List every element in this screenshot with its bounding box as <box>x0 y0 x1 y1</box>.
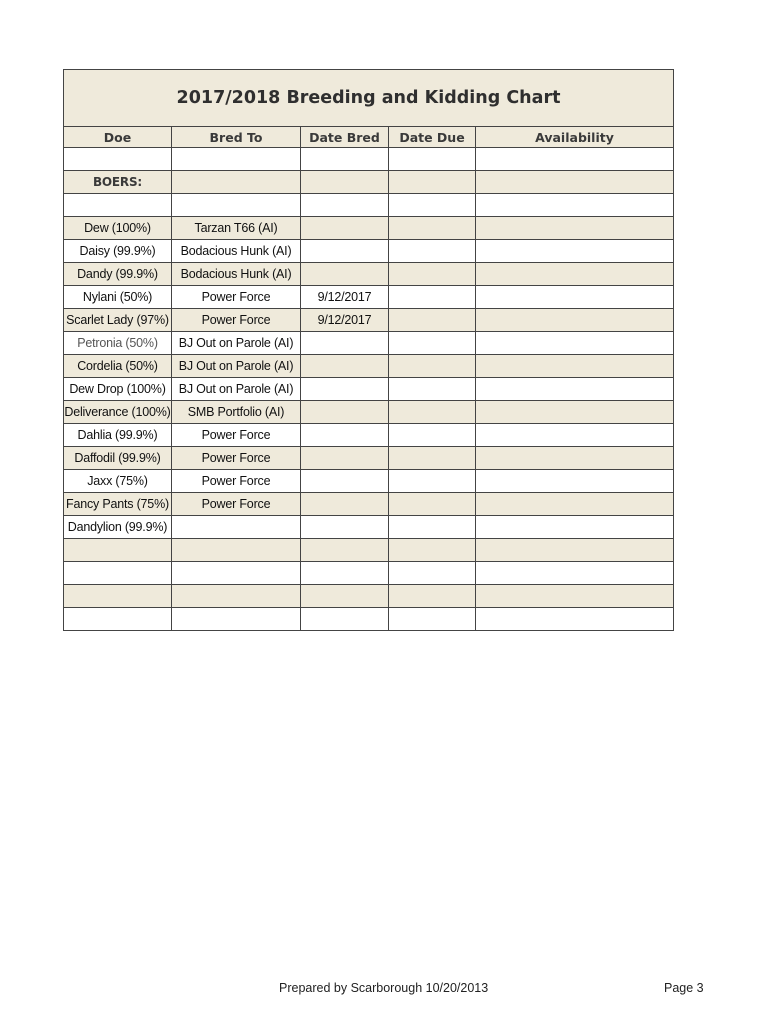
cell-bred-to <box>172 148 301 171</box>
breeding-table <box>63 69 674 631</box>
cell-doe <box>64 539 172 562</box>
cell-date-due <box>389 194 476 217</box>
table-row <box>64 470 674 493</box>
cell-date-due <box>389 539 476 562</box>
cell-date-bred <box>301 424 389 447</box>
cell-doe: Cordelia (50%) <box>64 355 172 378</box>
cell-bred-to: Power Force <box>172 493 301 516</box>
cell-availability <box>476 286 674 309</box>
cell-date-bred <box>301 608 389 631</box>
cell-date-bred <box>301 263 389 286</box>
cell-date-due <box>389 378 476 401</box>
cell-date-due <box>389 493 476 516</box>
cell-doe: Fancy Pants (75%) <box>64 493 172 516</box>
cell-bred-to: Power Force <box>172 286 301 309</box>
cell-doe: Dandy (99.9%) <box>64 263 172 286</box>
table-row <box>64 240 674 263</box>
cell-availability <box>476 608 674 631</box>
cell-availability <box>476 194 674 217</box>
cell-doe: Deliverance (100%) <box>64 401 172 424</box>
cell-date-due <box>389 148 476 171</box>
table-row <box>64 516 674 539</box>
column-header-date-due: Date Due <box>389 127 476 148</box>
cell-availability <box>476 447 674 470</box>
table-row <box>64 378 674 401</box>
cell-date-due <box>389 401 476 424</box>
cell-availability <box>476 424 674 447</box>
cell-bred-to <box>172 608 301 631</box>
cell-availability <box>476 378 674 401</box>
cell-bred-to: Power Force <box>172 447 301 470</box>
cell-doe: Dew Drop (100%) <box>64 378 172 401</box>
cell-doe: BOERS: <box>64 171 172 194</box>
cell-date-bred <box>301 355 389 378</box>
cell-date-bred: 9/12/2017 <box>301 309 389 332</box>
cell-date-bred <box>301 217 389 240</box>
column-header-availability: Availability <box>476 127 674 148</box>
cell-doe <box>64 562 172 585</box>
cell-date-due <box>389 562 476 585</box>
cell-bred-to <box>172 194 301 217</box>
table-row <box>64 447 674 470</box>
cell-bred-to: BJ Out on Parole (AI) <box>172 378 301 401</box>
cell-date-bred <box>301 493 389 516</box>
cell-availability <box>476 309 674 332</box>
cell-date-due <box>389 585 476 608</box>
footer-prepared-by: Prepared by Scarborough 10/20/2013 <box>279 981 489 995</box>
cell-doe: Dew (100%) <box>64 217 172 240</box>
table-row <box>64 424 674 447</box>
cell-doe: Daisy (99.9%) <box>64 240 172 263</box>
cell-doe: Daffodil (99.9%) <box>64 447 172 470</box>
table-row <box>64 585 674 608</box>
cell-bred-to: BJ Out on Parole (AI) <box>172 355 301 378</box>
cell-doe: Dandylion (99.9%) <box>64 516 172 539</box>
cell-bred-to: Bodacious Hunk (AI) <box>172 263 301 286</box>
column-header-doe: Doe <box>64 127 172 148</box>
table-row <box>64 171 674 194</box>
table-row <box>64 309 674 332</box>
table-row <box>64 148 674 171</box>
cell-date-due <box>389 447 476 470</box>
cell-availability <box>476 171 674 194</box>
cell-bred-to: BJ Out on Parole (AI) <box>172 332 301 355</box>
cell-date-due <box>389 516 476 539</box>
cell-date-bred <box>301 470 389 493</box>
cell-availability <box>476 516 674 539</box>
cell-date-due <box>389 263 476 286</box>
cell-doe: Dahlia (99.9%) <box>64 424 172 447</box>
cell-availability <box>476 355 674 378</box>
table-row <box>64 332 674 355</box>
table-row <box>64 263 674 286</box>
cell-doe: Petronia (50%) <box>64 332 172 355</box>
cell-bred-to: Power Force <box>172 309 301 332</box>
cell-date-due <box>389 171 476 194</box>
cell-date-due <box>389 424 476 447</box>
cell-bred-to: Tarzan T66 (AI) <box>172 217 301 240</box>
table-row <box>64 493 674 516</box>
cell-availability <box>476 332 674 355</box>
cell-availability <box>476 148 674 171</box>
cell-date-bred <box>301 401 389 424</box>
cell-doe <box>64 608 172 631</box>
cell-bred-to: Power Force <box>172 470 301 493</box>
cell-date-due <box>389 309 476 332</box>
cell-availability <box>476 263 674 286</box>
cell-bred-to: Bodacious Hunk (AI) <box>172 240 301 263</box>
cell-availability <box>476 539 674 562</box>
cell-date-bred <box>301 194 389 217</box>
table-row <box>64 217 674 240</box>
cell-date-due <box>389 286 476 309</box>
table-row <box>64 608 674 631</box>
cell-date-bred <box>301 585 389 608</box>
cell-bred-to: Power Force <box>172 424 301 447</box>
cell-availability <box>476 401 674 424</box>
cell-date-bred <box>301 378 389 401</box>
cell-availability <box>476 493 674 516</box>
cell-date-due <box>389 608 476 631</box>
cell-doe: Jaxx (75%) <box>64 470 172 493</box>
cell-date-bred <box>301 447 389 470</box>
column-header-bred-to: Bred To <box>172 127 301 148</box>
cell-bred-to <box>172 562 301 585</box>
table-row <box>64 539 674 562</box>
cell-date-bred <box>301 240 389 263</box>
cell-date-bred <box>301 539 389 562</box>
cell-bred-to <box>172 516 301 539</box>
footer-page-number: Page 3 <box>664 981 704 995</box>
cell-doe: Scarlet Lady (97%) <box>64 309 172 332</box>
cell-date-due <box>389 332 476 355</box>
cell-bred-to <box>172 539 301 562</box>
cell-date-bred <box>301 148 389 171</box>
table-row <box>64 355 674 378</box>
cell-date-bred <box>301 516 389 539</box>
cell-date-bred <box>301 171 389 194</box>
cell-doe <box>64 148 172 171</box>
cell-date-bred: 9/12/2017 <box>301 286 389 309</box>
table-row <box>64 562 674 585</box>
cell-bred-to <box>172 585 301 608</box>
table-row <box>64 401 674 424</box>
breeding-chart-sheet <box>63 69 674 631</box>
cell-doe <box>64 585 172 608</box>
chart-title: 2017/2018 Breeding and Kidding Chart <box>64 70 674 127</box>
column-header-date-bred: Date Bred <box>301 127 389 148</box>
cell-date-bred <box>301 562 389 585</box>
cell-date-bred <box>301 332 389 355</box>
cell-doe <box>64 194 172 217</box>
cell-availability <box>476 470 674 493</box>
cell-availability <box>476 240 674 263</box>
cell-date-due <box>389 217 476 240</box>
column-header-row <box>64 127 674 148</box>
cell-date-due <box>389 355 476 378</box>
cell-availability <box>476 562 674 585</box>
cell-availability <box>476 585 674 608</box>
cell-doe: Nylani (50%) <box>64 286 172 309</box>
cell-date-due <box>389 240 476 263</box>
cell-availability <box>476 217 674 240</box>
table-body <box>64 148 674 631</box>
cell-bred-to: SMB Portfolio (AI) <box>172 401 301 424</box>
cell-date-due <box>389 470 476 493</box>
cell-bred-to <box>172 171 301 194</box>
table-row <box>64 286 674 309</box>
table-row <box>64 194 674 217</box>
